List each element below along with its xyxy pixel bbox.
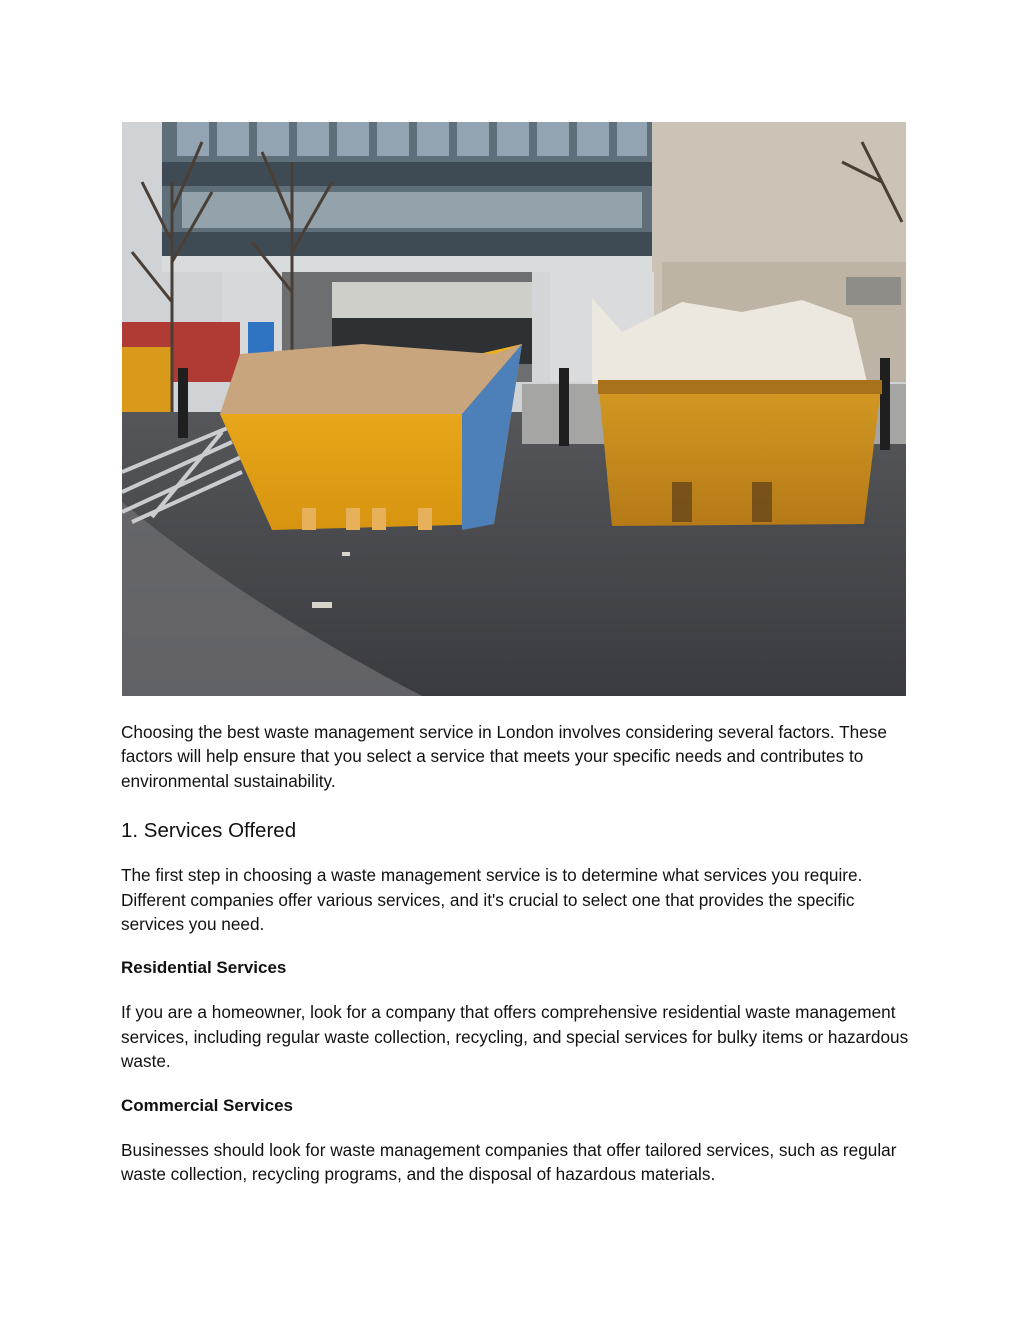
commercial-services-paragraph: Businesses should look for waste management companies that offer tailored services, such as regular waste collection, recycling programs, and the disposal of hazardous materials. [121,1139,897,1185]
skips-photo [122,122,906,696]
intro-paragraph: Choosing the best waste management service in London involves considering several factors. These factors will help ensure that you select a service that meets your specific needs and contributes to environmental sustainability. [121,722,887,791]
article-body [121,720,911,1186]
subheading-residential-services: Residential Services [121,958,287,978]
residential-services-paragraph: If you are a homeowner, look for a company that offers comprehensive residential waste management services, including regular waste collection, recycling, and special services for bulky items or hazardous waste. [121,1002,909,1072]
section-heading-services-offered: 1. Services Offered [121,819,297,843]
services-offered-paragraph: The first step in choosing a waste management service is to determine what services you require. Different companies offer various services, and it's crucial to select one that provides the specific services you need. [121,865,863,935]
subheading-commercial-services: Commercial Services [121,1095,293,1115]
